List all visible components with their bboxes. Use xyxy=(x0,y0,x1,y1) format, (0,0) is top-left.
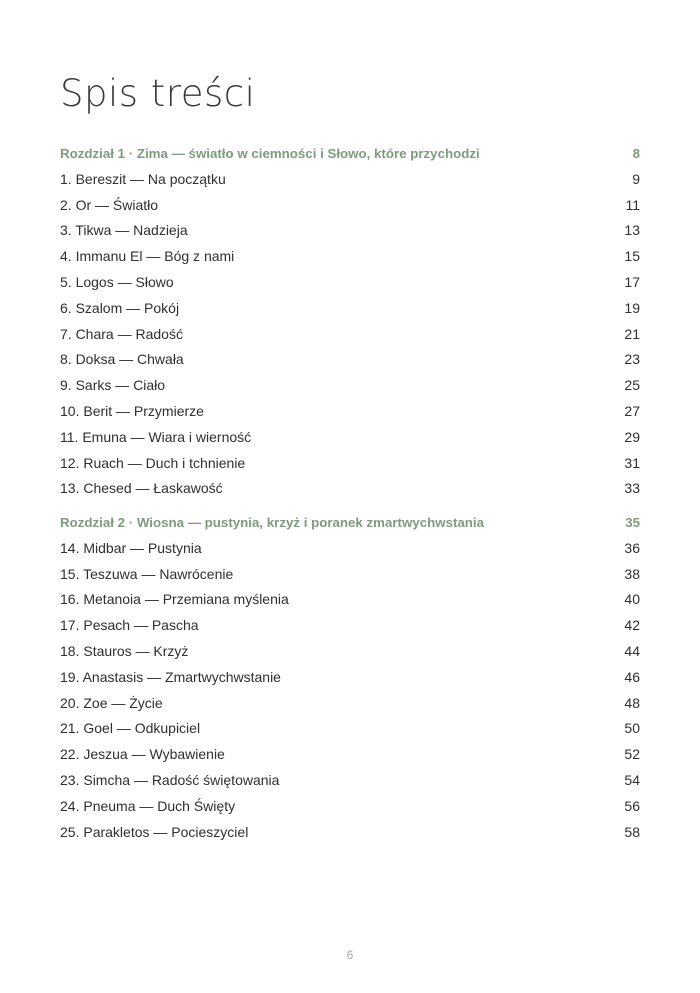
entry-label: 13. Chesed — Łaskawość xyxy=(60,480,223,497)
toc-entry[interactable] xyxy=(60,373,640,399)
toc-entry[interactable] xyxy=(60,322,640,348)
entry-label: 18. Stauros — Krzyż xyxy=(60,642,189,659)
toc-entry[interactable] xyxy=(60,451,640,477)
entry-label: 20. Zoe — Życie xyxy=(60,694,163,711)
toc-entry[interactable] xyxy=(60,218,640,244)
entry-page-number: 19 xyxy=(624,299,640,316)
entry-page-number: 54 xyxy=(624,771,640,788)
entry-label: 25. Parakletos — Pocieszyciel xyxy=(60,823,249,840)
entry-label: 11. Emuna — Wiara i wierność xyxy=(60,428,252,445)
toc-entry[interactable] xyxy=(60,742,640,768)
entry-label: 15. Teszuwa — Nawrócenie xyxy=(60,565,234,582)
entry-label: 1. Bereszit — Na początku xyxy=(60,170,226,187)
toc-entry[interactable] xyxy=(60,691,640,717)
entry-page-number: 56 xyxy=(624,797,640,814)
entry-label: 6. Szalom — Pokój xyxy=(60,299,180,316)
entry-page-number: 23 xyxy=(624,351,640,368)
chapter-label: Rozdział 1 · Zima — światło w ciemności i Słowo, które przychodzi xyxy=(60,146,480,161)
entry-label: 23. Simcha — Radość świętowania xyxy=(60,771,280,788)
toc-entry[interactable] xyxy=(60,768,640,794)
toc-entry[interactable] xyxy=(60,270,640,296)
toc-entry[interactable] xyxy=(60,665,640,691)
toc-chapter-2[interactable] xyxy=(60,510,640,536)
entry-label: 21. Goel — Odkupiciel xyxy=(60,720,201,737)
chapter-label: Rozdział 2 · Wiosna — pustynia, krzyż i poranek zmartwychwstania xyxy=(60,515,485,530)
entry-label: 7. Chara — Radość xyxy=(60,325,183,342)
entry-page-number: 42 xyxy=(624,617,640,634)
entry-label: 14. Midbar — Pustynia xyxy=(60,539,202,556)
toc-entry[interactable] xyxy=(60,794,640,820)
entry-label: 3. Tikwa — Nadzieja xyxy=(60,222,188,239)
entry-label: 19. Anastasis — Zmartwychwstanie xyxy=(60,668,281,685)
entry-page-number: 15 xyxy=(624,248,640,265)
entry-label: 22. Jeszua — Wybawienie xyxy=(60,746,225,763)
entry-label: 9. Sarks — Ciało xyxy=(60,377,166,394)
toc-chapter-1[interactable] xyxy=(60,141,640,167)
toc-entry[interactable] xyxy=(60,476,640,502)
entry-page-number: 44 xyxy=(624,642,640,659)
toc-entry[interactable] xyxy=(60,167,640,193)
entry-label: 2. Or — Światło xyxy=(60,196,159,213)
footer-page-number: 6 xyxy=(346,948,354,962)
entry-page-number: 29 xyxy=(624,428,640,445)
toc-entry[interactable] xyxy=(60,193,640,219)
entry-label: 4. Immanu El — Bóg z nami xyxy=(60,248,235,265)
toc-entry[interactable] xyxy=(60,536,640,562)
toc-entry[interactable] xyxy=(60,820,640,846)
entry-page-number: 33 xyxy=(624,480,640,497)
entry-page-number: 27 xyxy=(624,402,640,419)
entry-page-number: 21 xyxy=(624,325,640,342)
toc-entry[interactable] xyxy=(60,244,640,270)
entry-page-number: 58 xyxy=(624,823,640,840)
entry-page-number: 36 xyxy=(624,539,640,556)
toc-entry[interactable] xyxy=(60,399,640,425)
entry-label: 8. Doksa — Chwała xyxy=(60,351,184,368)
entry-page-number: 48 xyxy=(624,694,640,711)
page-title: Spis treści xyxy=(60,72,256,115)
entry-label: 16. Metanoia — Przemiana myślenia xyxy=(60,591,289,608)
entry-label: 24. Pneuma — Duch Święty xyxy=(60,797,236,814)
entry-page-number: 46 xyxy=(624,668,640,685)
entry-page-number: 17 xyxy=(624,273,640,290)
toc-entry[interactable] xyxy=(60,296,640,322)
toc-entry[interactable] xyxy=(60,587,640,613)
entry-page-number: 38 xyxy=(624,565,640,582)
entry-page-number: 50 xyxy=(624,720,640,737)
entry-label: 12. Ruach — Duch i tchnienie xyxy=(60,454,246,471)
entry-page-number: 13 xyxy=(624,222,640,239)
chapter-page-number: 35 xyxy=(625,515,640,530)
toc-entry[interactable] xyxy=(60,562,640,588)
entry-label: 5. Logos — Słowo xyxy=(60,273,174,290)
toc-entry[interactable] xyxy=(60,639,640,665)
chapter-page-number: 8 xyxy=(632,146,640,161)
toc-section-2 xyxy=(60,510,640,845)
toc-entry[interactable] xyxy=(60,613,640,639)
toc-entry[interactable] xyxy=(60,347,640,373)
entry-page-number: 9 xyxy=(632,170,640,187)
entry-page-number: 52 xyxy=(624,746,640,763)
entry-page-number: 25 xyxy=(624,377,640,394)
toc-entry[interactable] xyxy=(60,716,640,742)
entry-label: 17. Pesach — Pascha xyxy=(60,617,199,634)
entry-label: 10. Berit — Przymierze xyxy=(60,402,204,419)
toc-entry[interactable] xyxy=(60,425,640,451)
entry-page-number: 40 xyxy=(624,591,640,608)
entry-page-number: 11 xyxy=(625,196,640,213)
entry-page-number: 31 xyxy=(624,454,640,471)
toc-section-1 xyxy=(60,141,640,502)
